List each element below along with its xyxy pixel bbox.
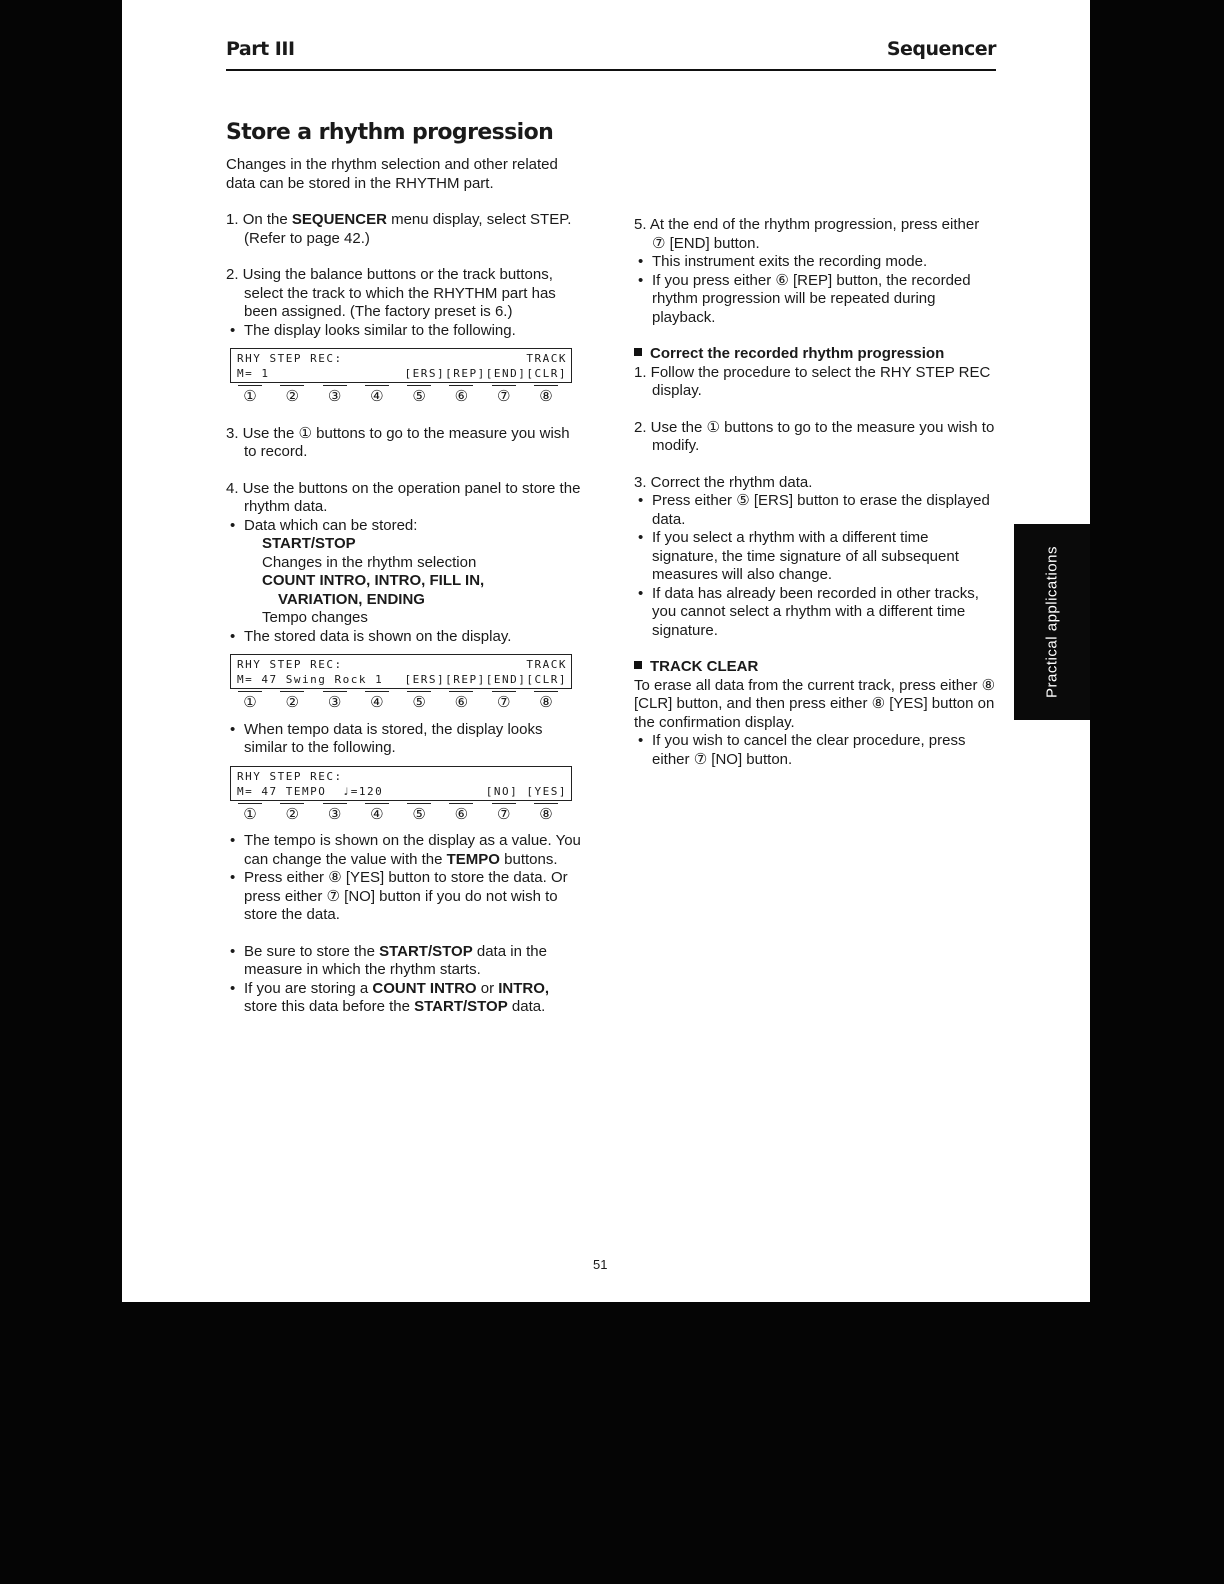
scan-gap-left	[122, 0, 150, 1302]
button-label: ⑧	[534, 691, 558, 713]
button-label: ⑧	[534, 803, 558, 825]
intro-text: Changes in the rhythm selection and other related data can be stored in the RHYTHM part.	[226, 156, 558, 192]
step-2-bullet: • The display looks similar to the following.	[226, 322, 586, 341]
button-label: ④	[365, 691, 389, 713]
step-2: 2. Using the balance buttons or the track buttons, select the track to which the RHYTHM part has been assigned. (The factory preset is 6.)	[226, 266, 556, 320]
scan-border-bottom	[0, 1302, 1224, 1584]
square-bullet-icon	[634, 661, 642, 669]
tempo-bullet: • When tempo data is stored, the display looks similar to the following.	[226, 721, 586, 758]
header-left: Part III	[226, 38, 295, 60]
button-label: ③	[323, 803, 347, 825]
right-column	[634, 216, 996, 769]
section-tab-label: Practical applications	[1043, 546, 1061, 698]
correct-bullet: • If data has already been recorded in other tracks, you cannot select a rhythm with a different time signature.	[634, 585, 996, 641]
button-label: ③	[323, 385, 347, 407]
manual-page	[150, 0, 1090, 1302]
stored-item: Changes in the rhythm selection	[262, 553, 477, 571]
square-bullet-icon	[634, 348, 642, 356]
header-rule	[226, 69, 996, 71]
button-label: ⑦	[492, 385, 516, 407]
lcd-display-1: RHY STEP REC: TRACK M= 1 [ERS][REP][END][CLR]	[230, 348, 572, 383]
button-label: ②	[280, 803, 304, 825]
button-label: ⑤	[407, 691, 431, 713]
step-4-bullet-2: • The stored data is shown on the display.	[226, 628, 586, 647]
left-column	[226, 156, 586, 1017]
lcd-display-3: RHY STEP REC: M= 47 TEMPO ♩=120 [NO] [YES]	[230, 766, 572, 801]
start-stop-note: • Be sure to store the START/STOP data in the measure in which the rhythm starts.	[226, 943, 586, 980]
button-label: ⑧	[534, 385, 558, 407]
step-4-bullet: • Data which can be stored:	[226, 517, 586, 536]
correct-bullet: • Press either ⑤ [ERS] button to erase the displayed data.	[634, 492, 996, 529]
correct-step-2: 2. Use the ① buttons to go to the measure you wish to modify.	[634, 418, 995, 454]
button-label: ②	[280, 385, 304, 407]
button-label: ①	[238, 803, 262, 825]
button-label: ①	[238, 385, 262, 407]
header-right: Sequencer	[886, 38, 996, 60]
correct-step-3: 3. Correct the rhythm data.	[634, 473, 813, 491]
section-heading-correct: Correct the recorded rhythm progression	[634, 345, 996, 364]
button-label: ⑤	[407, 385, 431, 407]
button-label: ⑦	[492, 803, 516, 825]
button-label: ②	[280, 691, 304, 713]
page-title: Store a rhythm progression	[226, 120, 554, 145]
step-5-bullet: • If you press either ⑥ [REP] button, the recorded rhythm progression will be repeated during playback.	[634, 272, 996, 328]
lcd-buttons-2	[238, 691, 558, 713]
button-label: ③	[323, 691, 347, 713]
step-4: 4. Use the buttons on the operation panel to store the rhythm data.	[226, 479, 581, 515]
stored-item: Tempo changes	[262, 609, 368, 626]
yes-no-note: • Press either ⑧ [YES] button to store the data. Or press either ⑦ [NO] button if you do not wish to store the data.	[226, 869, 586, 925]
button-label: ④	[365, 803, 389, 825]
track-clear-bullet: • If you wish to cancel the clear procedure, press either ⑦ [NO] button.	[634, 732, 996, 769]
section-tab	[1014, 524, 1090, 720]
section-heading-track-clear: TRACK CLEAR	[634, 658, 996, 677]
lcd-buttons-3	[238, 803, 558, 825]
stored-item: VARIATION, ENDING	[278, 590, 425, 608]
lcd-buttons-1	[238, 385, 558, 407]
button-label: ⑥	[449, 385, 473, 407]
button-label: ④	[365, 385, 389, 407]
button-label: ⑥	[449, 691, 473, 713]
correct-step-1: 1. Follow the procedure to select the RHY STEP REC display.	[634, 363, 991, 399]
stored-item: START/STOP	[262, 535, 356, 552]
step-1: 1. On the SEQUENCER menu display, select STEP. (Refer to page 42.)	[226, 211, 572, 247]
stored-item: COUNT INTRO, INTRO, FILL IN,	[262, 572, 485, 589]
step-3: 3. Use the ① buttons to go to the measure you wish to record.	[226, 424, 570, 460]
button-label: ⑤	[407, 803, 431, 825]
button-label: ⑥	[449, 803, 473, 825]
step-5: 5. At the end of the rhythm progression, press either ⑦ [END] button.	[634, 216, 980, 252]
intro-note: • If you are storing a COUNT INTRO or INTRO, store this data before the START/STOP data.	[226, 980, 586, 1017]
tempo-note: • The tempo is shown on the display as a value. You can change the value with the TEMPO buttons.	[226, 832, 586, 869]
lcd-display-2: RHY STEP REC: TRACK M= 47 Swing Rock 1 [ERS][REP][END][CLR]	[230, 654, 572, 689]
track-clear-text: To erase all data from the current track, press either ⑧ [CLR] button, and then press either ⑧ [YES] button on the confirmation display.	[634, 676, 996, 731]
step-5-bullet: • This instrument exits the recording mode.	[634, 253, 996, 272]
button-label: ⑦	[492, 691, 516, 713]
page-number: 51	[593, 1257, 608, 1272]
button-label: ①	[238, 691, 262, 713]
correct-bullet: • If you select a rhythm with a different time signature, the time signature of all subsequent measures will also change.	[634, 529, 996, 585]
